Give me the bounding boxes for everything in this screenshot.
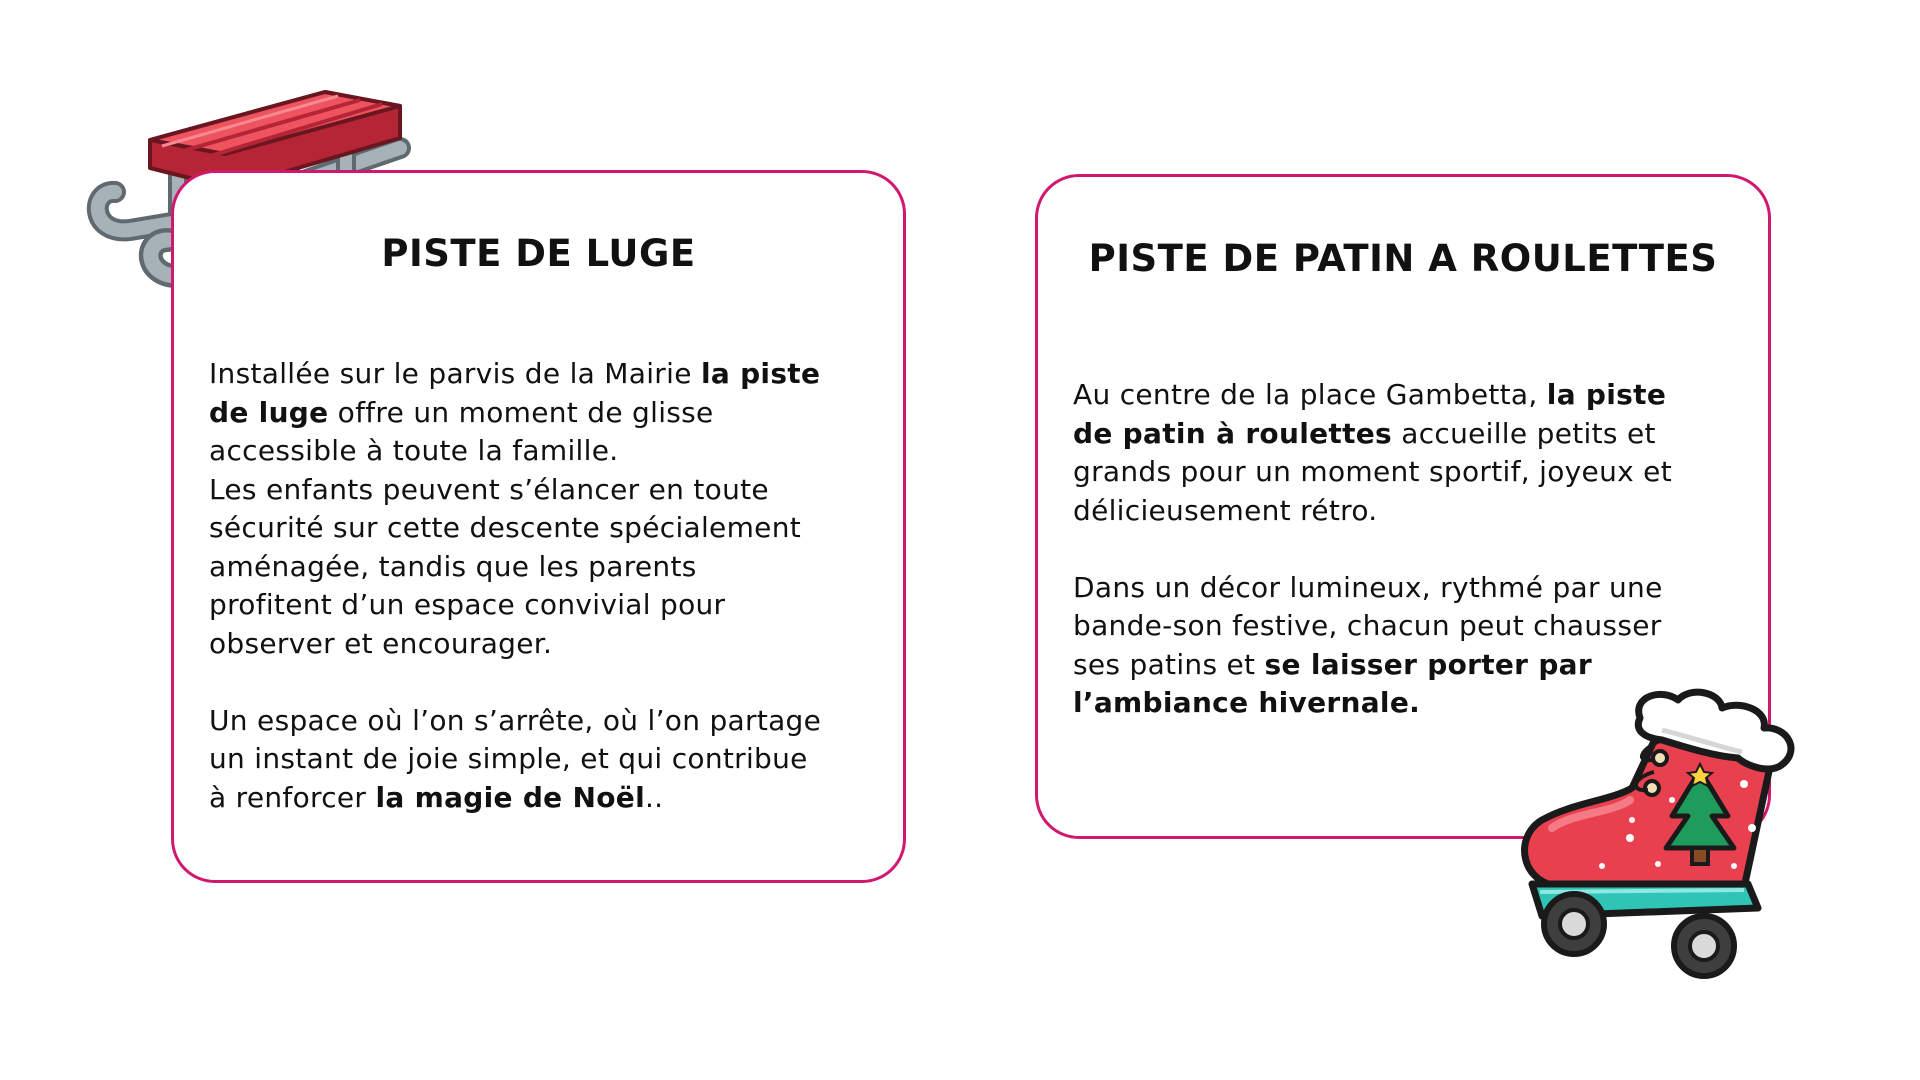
text: Un espace où l’on s’arrête, où l’on partage [209,703,822,737]
text-line [1073,646,1672,685]
text: observer et encourager. [209,626,553,660]
text-line [1073,530,1672,569]
bold-text: de luge [209,395,329,429]
bold-text: se laisser porter par [1264,647,1592,681]
text-line [1073,607,1672,646]
patin-card-body [1073,376,1672,723]
text: Les enfants peuvent s’élancer en toute [209,472,769,506]
text: offre un moment de glisse [328,395,714,429]
roller-skate-icon [1512,688,1838,988]
bold-text: la magie de Noël [375,780,645,814]
text: sécurité sur cette descente spécialement [209,511,802,544]
text: aménagée, tandis que les parents [209,549,697,583]
bold-text: la piste [700,357,821,390]
text: accueille petits et [1392,416,1656,450]
text-line [209,471,821,510]
text-line [209,548,821,587]
text-line [209,779,821,818]
text-line [209,625,821,664]
text: Dans un décor lumineux, rythmé par une [1073,570,1663,604]
text: délicieusement rétro. [1073,493,1378,527]
text: accessible à toute la famille. [209,434,619,467]
text: grands pour un moment sportif, joyeux et [1073,455,1672,488]
luge-card-title: PISTE DE LUGE [381,232,696,275]
text-line [209,740,821,779]
text-line [209,586,821,625]
text: à renforcer [209,780,376,814]
text-line [1073,376,1672,415]
text-line [209,702,821,741]
text-line [1073,569,1672,608]
text: Installée sur le parvis de la Mairie [209,357,701,390]
text: Au centre de la place Gambetta, [1073,378,1547,411]
text-line [209,355,821,394]
text-line [1073,415,1672,454]
text-line [209,394,821,433]
text: bande-son festive, chacun peut chausser [1073,609,1662,642]
luge-card [171,170,906,883]
text-line [209,432,821,471]
patin-card-title: PISTE DE PATIN A ROULETTES [1088,237,1718,280]
text-line [209,663,821,702]
text-line [1073,453,1672,492]
luge-card-body [209,355,821,817]
text: un instant de joie simple, et qui contribue [209,742,808,775]
text-line [1073,492,1672,531]
bold-text: la piste [1546,378,1667,411]
bold-text: de patin à roulettes [1073,416,1393,450]
text-line [209,509,821,548]
text: ses patins et [1073,647,1265,681]
text: .. [644,780,664,814]
bold-text: l’ambiance hivernale. [1073,686,1421,719]
text: profitent d’un espace convivial pour [209,588,726,621]
